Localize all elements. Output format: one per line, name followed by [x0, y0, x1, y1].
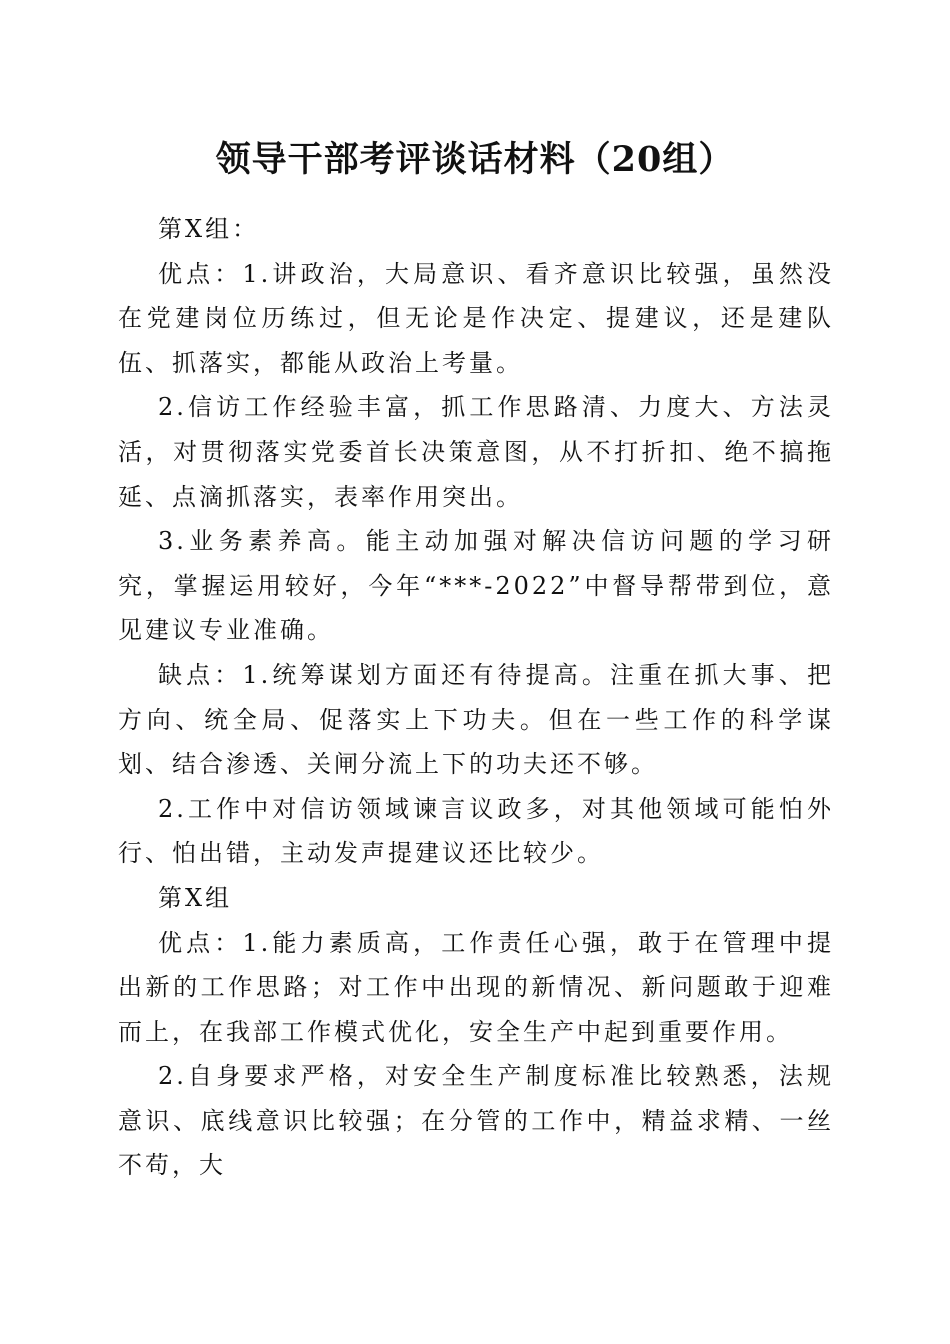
strengths-item-1: 优点：1.能力素质高，工作责任心强，敢于在管理中提出新的工作思路；对工作中出现的新情况、新问题敢于迎难而上，在我部工作模式优化，安全生产中起到重要作用。 — [118, 928, 834, 1046]
strengths-item-2: 2.信访工作经验丰富，抓工作思路清、力度大、方法灵活，对贯彻落实党委首长决策意图，从不打折扣、绝不搞拖延、点滴抓落实，表率作用突出。 — [118, 393, 834, 511]
group-heading: 第X组： — [158, 215, 260, 243]
weaknesses-item-1: 缺点：1.统筹谋划方面还有待提高。注重在抓大事、把方向、统全局、促落实上下功夫。但在一些工作的科学谋划、结合渗透、关闸分流上下的功夫还不够。 — [118, 660, 834, 779]
document-body — [118, 207, 834, 1188]
document-title: 领导干部考评谈话材料（20组） — [215, 139, 735, 180]
group-heading: 第X组 — [158, 883, 233, 912]
strengths-item-3: 3.业务素养高。能主动加强对解决信访问题的学习研究，掌握运用较好，今年“***-2022”中督导帮带到位，意见建议专业准确。 — [118, 527, 834, 645]
weaknesses-item-2: 2.工作中对信访领域谏言议政多，对其他领域可能怕外行、怕出错，主动发声提建议还比较少。 — [118, 794, 834, 868]
strengths-item-2: 2.自身要求严格，对安全生产制度标准比较熟悉，法规意识、底线意识比较强；在分管的工作中，精益求精、一丝不苟，大 — [118, 1062, 834, 1180]
strengths-item-1: 优点：1.讲政治，大局意识、看齐意识比较强，虽然没在党建岗位历练过，但无论是作决定、提建议，还是建队伍、抓落实，都能从政治上考量。 — [118, 259, 834, 377]
